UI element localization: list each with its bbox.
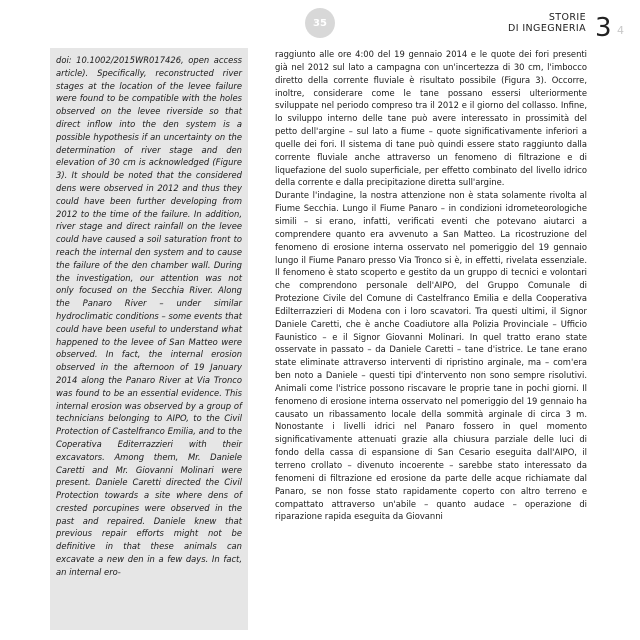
- section-number: 3: [595, 13, 612, 43]
- section-title-line2: DI INGEGNERIA: [508, 23, 586, 34]
- page-number: 35: [313, 17, 327, 29]
- english-summary-sidebar: [50, 48, 248, 630]
- italian-article-column: [275, 48, 587, 523]
- section-title-line1: STORIE: [548, 12, 586, 23]
- article-paragraph-1: raggiunto alle ore 4:00 del 19 gennaio 2014 e le quote dei fori presenti già nel 2012 sul lato a campagna con un'incertezza di 30 cm, l'imbocco diretto della corrente fluviale è risultato possibile (Figura 3). Occorre, inoltre, considerare come le tane possano essersi ulteriormente sviluppate nel periodo compreso tra il 2012 e il giorno del collasso. Infine, lo sviluppo interno delle tane può avere interessato in prossimità del petto dell'argine – sul lato a fiume – quote significativamente inferiori a quelle dei fori. Il sistema di tane può quindi essere stato raggiunto dalla corrente fluviale anche attraverso un fenomeno di filtrazione e di liquefazione del suolo superficiale, per effetto combinato del livello idrico della corrente e dalla precipitazione diretta sull'argine.: [275, 49, 587, 188]
- article-paragraph-2: Durante l'indagine, la nostra attenzione non è stata solamente rivolta al Fiume Secchia. Lungo il Fiume Panaro – in condizioni idrometeorologiche simili – si erano, infatti, verificati eventi che potevano aiutarci a comprendere quanto era avvenuto a San Matteo. La ricostruzione del fenomeno di erosione interna osservato nel pomeriggio del 19 gennaio lungo il Fiume Panaro presso Via Tronco si è, in effetti, rivelata essenziale. Il fenomeno è stato scoperto e gestito da un gruppo di tecnici e volontari che comprendono personale dell'AIPO, del Gruppo Comunale di Protezione Civile del Comune di Castelfranco Emilia e della Cooperativa Edilterrazzieri di Modena con i loro scavatori. Tra questi ultimi, il Signor Daniele Caretti, che è anche Coadiutore alla Polizia Provinciale – Ufficio Faunistico – e il Signor Giovanni Molinari. In quel tratto erano state osservate in passato – da Daniele Caretti – tane d'istrice. Le tane erano state eliminate attraverso interventi di ripristino arginale, ma – com'era ben noto a Daniele – questi tipi d'intervento non sono sempre risolutivi. Animali come l'istrice possono riscavare le proprie tane in pochi giorni. Il fenomeno di erosione interna osservato nel pomeriggio del 19 gennaio ha causato un ribassamento locale della sommità arginale di circa 3 m. Nonostante i livelli idrici nel Panaro fossero in quel momento significativamente attenuati grazie alla chiusura parziale delle luci di fondo della cassa di espansione di San Cesario eseguita dall'AIPO, il terreno crollato – divenuto incoerente – sarebbe stato interessato da fenomeni di filtrazione ed erosione da parte delle acque richiamate dal Panaro, se non fosse stato rapidamente coperto con altro terreno e compattato attraverso un'abile – quanto audace – operazione di riparazione rapida eseguita da Giovanni: [275, 190, 587, 522]
- page-number-badge: [305, 8, 335, 38]
- next-section-number: 4: [617, 24, 624, 37]
- english-summary-text: doi: 10.1002/2015WR017426, open access article). Specifically, reconstructed river stages at the location of the levee failure were found to be compatible with the holes observed on the levee riverside so that direct inflow into the den system is a possible hypothesis if an uncertainty on the determination of river stage and den elevation of 30 cm is acknowledged (Figure 3). It should be noted that the considered dens were observed in 2012 and thus they could have been further developing from 2012 to the time of the failure. In addition, river stage and direct rainfall on the levee could have caused a soil saturation front to reach the internal den system and to cause the failure of the den chamber wall. During the investigation, our attention was not only focused on the Secchia River. Along the Panaro River – under similar hydroclimatic conditions – some events that could have been useful to understand what happened to the levee of San Matteo were observed. In fact, the internal erosion observed in the afternoon of 19 January 2014 along the Panaro River at Via Tronco was found to be an essential evidence. This internal erosion was observed by a group of technicians belonging to AIPO, to the Civil Protection of Castelfranco Emilia, and to the Coperativa Editerrazzieri with their excavators. Among them, Mr. Daniele Caretti and Mr. Giovanni Molinari were present. Daniele Caretti directed the Civil Protection towards a site where dens of crested porcupines were observed in the past and repaired. Daniele knew that previous repair efforts might not be definitive in that these animals can excavate a new den in a few days. In fact, an internal ero-: [56, 55, 242, 577]
- section-title: [508, 12, 586, 34]
